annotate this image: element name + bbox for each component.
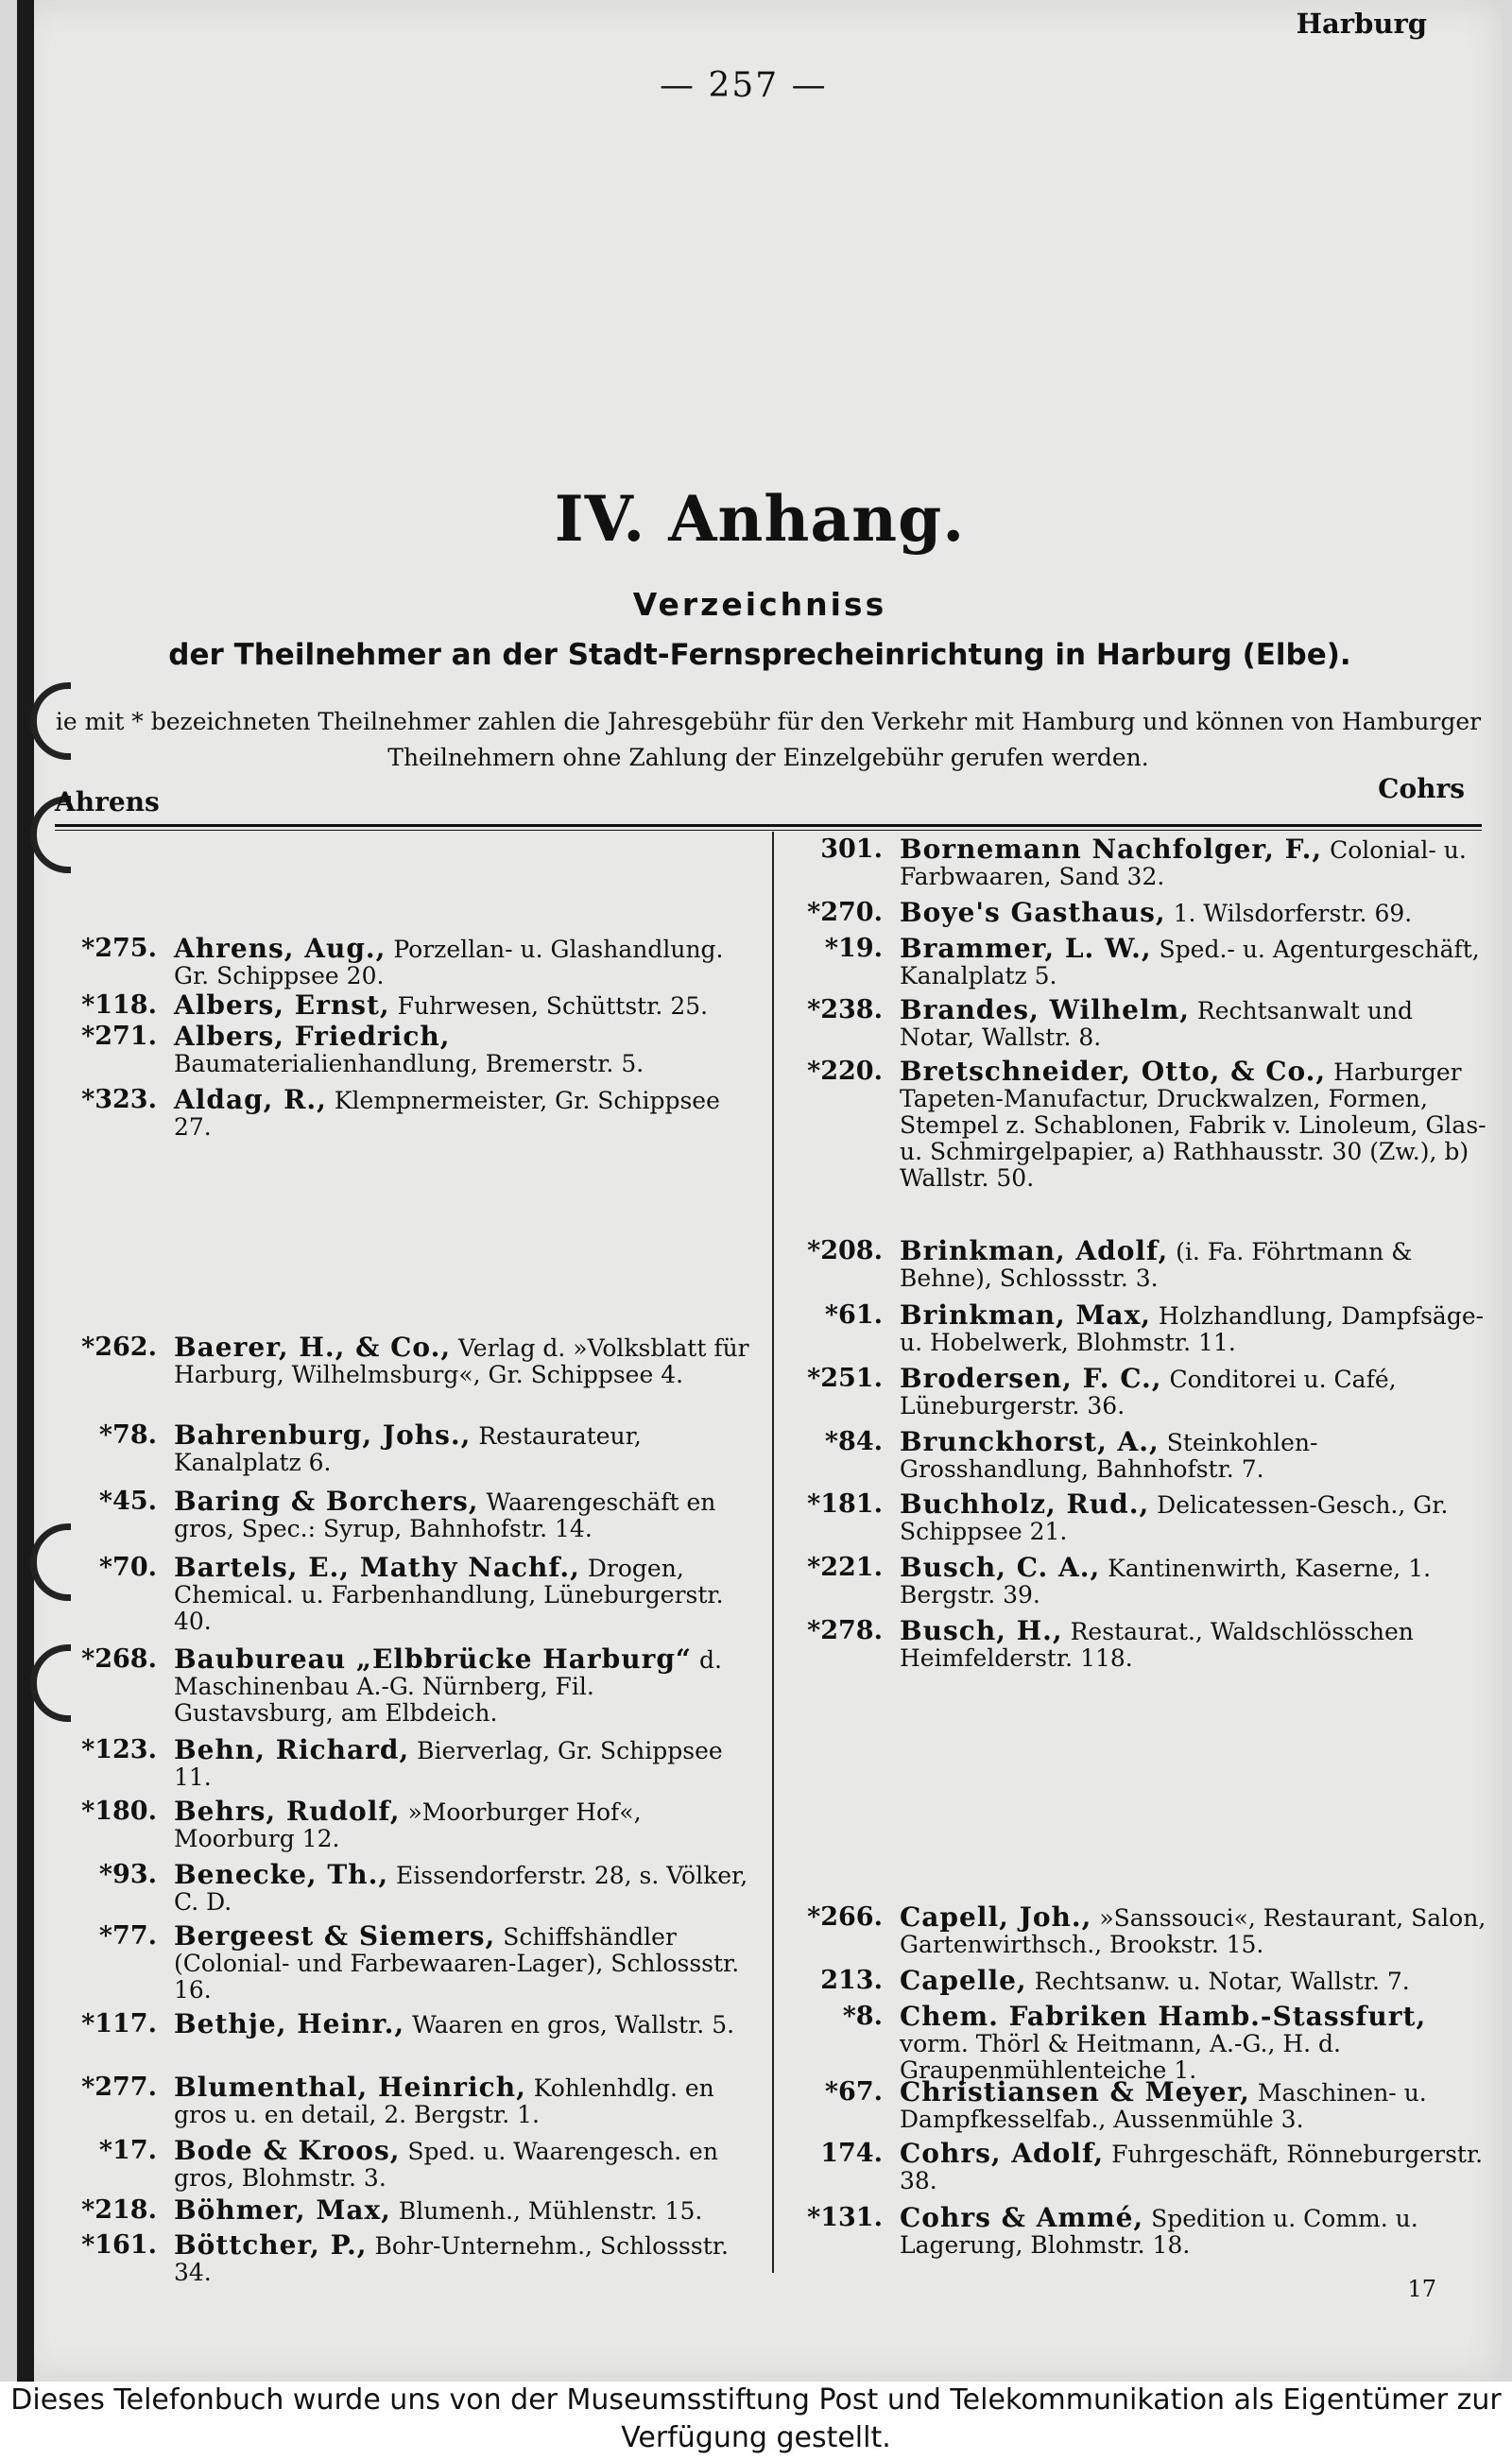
subscriber-details: Bohr-Unternehm., Schlossstr. 34. — [174, 2232, 729, 2286]
subscriber-number: *208. — [807, 1236, 883, 1265]
subscriber-name: Boye's Gasthaus, — [900, 897, 1166, 928]
subscriber-details: Sped.- u. Agenturgeschäft, Kanalplatz 5. — [900, 936, 1480, 989]
subscriber-number: *251. — [807, 1364, 883, 1393]
entry-text — [174, 989, 757, 1021]
directory-entry — [788, 2138, 1487, 2194]
subscriber-number: *270. — [807, 898, 883, 927]
directory-entry — [62, 1021, 757, 1077]
entry-text — [900, 1363, 1487, 1419]
subscriber-name: Baubureau „Elbbrücke Harburg“ — [174, 1643, 692, 1675]
subscriber-number: *180. — [81, 1797, 157, 1826]
fee-note: ie mit * bezeichneten Theilnehmer zahlen die Jahresgebühr für den Verkehr mit Hamburg und können von Hamburger Theilnehmern ohne Zahlung der Einzelgebühr gerufen werden. — [55, 708, 1482, 771]
subscriber-number: *268. — [81, 1644, 157, 1674]
entry-text — [900, 1235, 1487, 1292]
subscriber-details: »Sanssouci«, Restaurant, Salon, Gartenwirthsch., Brookstr. 15. — [900, 1904, 1486, 1958]
entry-text — [900, 1058, 1487, 1192]
subscriber-details: Restaurat., Waldschlösschen Heimfelderstr. 118. — [900, 1618, 1414, 1672]
entry-text — [900, 897, 1487, 928]
subscriber-details: »Moorburger Hof«, Moorburg 12. — [174, 1798, 642, 1852]
subscriber-number: *266. — [807, 1902, 883, 1932]
directory-entry — [62, 1643, 757, 1727]
subscriber-number: *78. — [98, 1420, 157, 1450]
subscriber-name: Bornemann Nachfolger, F., — [900, 834, 1323, 865]
entry-text — [900, 2202, 1487, 2259]
entry-text — [900, 1965, 1487, 1996]
subscriber-details: Waarengeschäft en gros, Spec.: Syrup, Bahnhofstr. 14. — [174, 1488, 716, 1542]
subscriber-details: Rechtsanw. u. Notar, Wallstr. 7. — [1026, 1968, 1410, 1995]
subscriber-details: Harburger Tapeten-Manufactur, Druckwalzen, Formen, Stempel z. Schablonen, Fabrik v. Linoleum, Glas- u. Schmirgelpapier, a) Rathhausstr. 30 (Zw.), b) Wallstr. 50. — [900, 1058, 1486, 1192]
entry-text — [174, 1552, 757, 1635]
subscriber-details: Sped. u. Waarengesch. en gros, Blohmstr. 3. — [174, 2138, 718, 2192]
section-description: der Theilnehmer an der Stadt-Fernsprecheinrichtung in Harburg (Elbe). — [168, 638, 1351, 672]
directory-entry — [62, 989, 757, 1021]
footer-credit: Dieses Telefonbuch wurde uns von der Museumsstiftung Post und Telekommunikation als Eigentümer zur Verfügung gestellt. — [0, 2382, 1512, 2460]
entry-text — [174, 1084, 757, 1141]
subscriber-number: *271. — [81, 1022, 157, 1051]
subscriber-name: Brodersen, F. C., — [900, 1363, 1162, 1394]
directory-entry — [788, 2076, 1487, 2133]
subscriber-details: Kohlenhdlg. en gros u. en detail, 2. Bergstr. 1. — [174, 2074, 714, 2128]
subscriber-details: (i. Fa. Föhrtmann & Behne), Schlossstr. 3. — [900, 1238, 1413, 1292]
subscriber-number: *93. — [98, 1860, 157, 1889]
subscriber-details: Klempnermeister, Gr. Schippsee 27. — [174, 1087, 720, 1141]
subscriber-name: Brammer, L. W., — [900, 933, 1152, 964]
entry-text — [900, 836, 1487, 890]
entry-text — [174, 1643, 757, 1727]
subscriber-name: Capelle, — [900, 1965, 1027, 1996]
subscriber-name: Busch, C. A., — [900, 1552, 1101, 1583]
subscriber-number: 301. — [820, 834, 883, 864]
subscriber-number: *61. — [824, 1300, 883, 1330]
entry-text — [174, 1419, 757, 1476]
subscriber-number: *262. — [81, 1333, 157, 1362]
directory-entry — [788, 1058, 1487, 1192]
subscriber-name: Busch, H., — [900, 1615, 1063, 1646]
subscriber-number: *67. — [824, 2077, 883, 2107]
directory-entry — [788, 994, 1487, 1051]
directory-entry — [788, 933, 1487, 989]
subscriber-details: Rechtsanwalt und Notar, Wallstr. 8. — [900, 997, 1414, 1051]
entry-text — [174, 933, 757, 989]
subscriber-details: Kantinenwirth, Kaserne, 1. Bergstr. 39. — [900, 1555, 1432, 1608]
directory-entry — [62, 2229, 757, 2286]
directory-entry — [788, 897, 1487, 928]
subscriber-number: *218. — [81, 2195, 157, 2225]
entry-text — [174, 1734, 757, 1791]
subscriber-number: *221. — [807, 1553, 883, 1582]
subscriber-number: *123. — [81, 1735, 157, 1764]
subscriber-number: *275. — [81, 934, 157, 963]
entry-text — [900, 2076, 1487, 2133]
subscriber-name: Buchholz, Rud., — [900, 1488, 1150, 1520]
subscriber-number: *181. — [807, 1489, 883, 1519]
subscriber-name: Bartels, E., Mathy Nachf., — [174, 1552, 580, 1583]
subscriber-number: *19. — [824, 934, 883, 963]
entry-text — [174, 2194, 757, 2226]
subscriber-number: 174. — [820, 2139, 883, 2168]
subscriber-details: Restaurateur, Kanalplatz 6. — [174, 1422, 642, 1476]
entry-text — [900, 1552, 1487, 1608]
subscriber-number: *117. — [81, 2009, 157, 2039]
subscriber-name: Chem. Fabriken Hamb.-Stassfurt, — [900, 2001, 1427, 2032]
subscriber-name: Böhmer, Max, — [174, 2194, 391, 2226]
subscriber-number: *161. — [81, 2230, 157, 2260]
directory-entry — [62, 2074, 757, 2128]
subscriber-name: Brinkman, Max, — [900, 1299, 1152, 1331]
subscriber-name: Brandes, Wilhelm, — [900, 994, 1190, 1025]
subscriber-details: Porzellan- u. Glashandlung. Gr. Schippsee 20. — [174, 936, 724, 989]
subscriber-number: *17. — [98, 2136, 157, 2165]
directory-entry — [62, 1419, 757, 1476]
header-rule — [55, 824, 1482, 831]
entry-text — [174, 2008, 757, 2039]
directory-entry — [62, 1084, 757, 1141]
directory-entry — [788, 1235, 1487, 1292]
entry-text — [174, 2229, 757, 2286]
subscriber-name: Brunckhorst, A., — [900, 1426, 1160, 1457]
subscriber-number: *45. — [98, 1487, 157, 1516]
subscriber-number: *278. — [807, 1616, 883, 1645]
subscriber-details: Drogen, Chemical. u. Farbenhandlung, Lüneburgerstr. 40. — [174, 1555, 724, 1635]
entry-text — [900, 1901, 1487, 1958]
entry-text — [900, 2001, 1487, 2084]
entry-text — [900, 2138, 1487, 2194]
directory-entry — [788, 2202, 1487, 2259]
subscriber-details: Baumaterialienhandlung, Bremerstr. 5. — [174, 1050, 644, 1077]
directory-entry — [788, 1901, 1487, 1958]
directory-entry — [788, 1299, 1487, 1356]
subscriber-name: Böttcher, P., — [174, 2229, 368, 2261]
subscriber-details: Spedition u. Comm. u. Lagerung, Blohmstr. 18. — [900, 2205, 1418, 2259]
subscriber-name: Albers, Ernst, — [174, 989, 390, 1021]
subscriber-name: Ahrens, Aug., — [174, 933, 387, 964]
subscriber-number: *118. — [81, 990, 157, 1020]
subscriber-name: Albers, Friedrich, — [174, 1021, 451, 1052]
subscriber-name: Christiansen & Meyer, — [900, 2076, 1250, 2107]
subscriber-name: Brinkman, Adolf, — [900, 1235, 1169, 1266]
subscriber-details: Bierverlag, Gr. Schippsee 11. — [174, 1737, 723, 1791]
subscriber-details: Verlag d. »Volksblatt für Harburg, Wilhelmsburg«, Gr. Schippsee 4. — [174, 1334, 749, 1388]
subscriber-name: Aldag, R., — [174, 1084, 327, 1115]
directory-entry — [62, 1334, 757, 1388]
guide-word-left: Ahrens — [55, 786, 160, 817]
directory-entry — [788, 836, 1487, 890]
entry-text — [174, 2074, 757, 2128]
directory-entry — [62, 1859, 757, 1916]
subscriber-name: Bretschneider, Otto, & Co., — [900, 1056, 1327, 1087]
entry-text — [900, 1615, 1487, 1672]
entry-text — [174, 2135, 757, 2192]
subscriber-number: *8. — [842, 2002, 883, 2031]
subscriber-name: Behrs, Rudolf, — [174, 1796, 401, 1827]
subscriber-number: *220. — [807, 1057, 883, 1086]
directory-entry — [788, 1488, 1487, 1545]
subscriber-details: 1. Wilsdorferstr. 69. — [1165, 900, 1413, 927]
directory-entry — [788, 1552, 1487, 1608]
subscriber-name: Bode & Kroos, — [174, 2135, 401, 2166]
directory-entry — [788, 1363, 1487, 1419]
section-subtitle: Verzeichniss — [632, 586, 887, 623]
directory-entry — [62, 1734, 757, 1791]
subscriber-name: Blumenthal, Heinrich, — [174, 2072, 526, 2103]
subscriber-details: Fuhrwesen, Schüttstr. 25. — [389, 992, 709, 1020]
subscriber-name: Benecke, Th., — [174, 1859, 389, 1890]
guide-word-right: Cohrs — [1378, 773, 1465, 804]
entry-text — [174, 1334, 757, 1388]
entry-text — [900, 1299, 1487, 1356]
directory-entry — [62, 2135, 757, 2192]
section-title: IV. Anhang. — [554, 482, 966, 556]
subscriber-number: *131. — [807, 2203, 883, 2232]
directory-entry — [788, 1426, 1487, 1483]
entry-text — [900, 933, 1487, 989]
entry-text — [900, 1488, 1487, 1545]
subscriber-number: *84. — [824, 1427, 883, 1456]
subscriber-number: 213. — [820, 1966, 883, 1995]
subscriber-details: Delicatessen-Gesch., Gr. Schippsee 21. — [900, 1491, 1449, 1545]
subscriber-details: Waaren en gros, Wallstr. 5. — [404, 2011, 735, 2039]
entry-text — [900, 1426, 1487, 1483]
subscriber-number: *277. — [81, 2073, 157, 2102]
page-binding-edge — [17, 0, 34, 2382]
directory-entry — [62, 933, 757, 989]
subscriber-name: Cohrs & Ammé, — [900, 2202, 1144, 2233]
directory-entry — [62, 1798, 757, 1852]
sheet-number: 17 — [1407, 2276, 1436, 2302]
directory-entry — [62, 1488, 757, 1542]
entry-text — [174, 1859, 757, 1916]
subscriber-details: Schiffshändler (Colonial- und Farbewaaren-Lager), Schlossstr. 16. — [174, 1923, 740, 2004]
subscriber-details: Eissendorferstr. 28, s. Völker, C. D. — [174, 1862, 748, 1916]
directory-entry — [62, 2194, 757, 2226]
subscriber-details: d. Maschinenbau A.-G. Nürnberg, Fil. Gustavsburg, am Elbdeich. — [174, 1646, 722, 1727]
subscriber-name: Baerer, H., & Co., — [174, 1332, 452, 1363]
entry-text — [900, 994, 1487, 1051]
directory-entry — [62, 1920, 757, 2004]
running-head: Harburg — [1296, 8, 1427, 40]
subscriber-number: *70. — [98, 1553, 157, 1582]
subscriber-details: vorm. Thörl & Heitmann, A.-G., H. d. Graupenmühlenteiche 1. — [900, 2030, 1342, 2084]
entry-text — [174, 1920, 757, 2004]
subscriber-number: *323. — [81, 1085, 157, 1114]
subscriber-details: Maschinen- u. Dampfkesselfab., Aussenmühle 3. — [900, 2079, 1427, 2133]
directory-entry — [62, 2008, 757, 2039]
subscriber-details: Steinkohlen-Grosshandlung, Bahnhofstr. 7. — [900, 1429, 1318, 1483]
subscriber-details: Colonial- u. Farbwaaren, Sand 32. — [900, 836, 1467, 890]
entry-text — [174, 1021, 757, 1077]
subscriber-details: Holzhandlung, Dampfsäge- u. Hobelwerk, Blohmstr. 11. — [900, 1302, 1485, 1356]
subscriber-details: Conditorei u. Café, Lüneburgerstr. 36. — [900, 1366, 1397, 1419]
subscriber-details: Blumenh., Mühlenstr. 15. — [390, 2197, 703, 2225]
subscriber-name: Bethje, Heinr., — [174, 2008, 405, 2039]
entry-text — [174, 1488, 757, 1542]
subscriber-number: *238. — [807, 995, 883, 1024]
column-divider — [772, 832, 774, 2273]
directory-entry — [62, 1552, 757, 1635]
page-number: — 257 — — [660, 66, 828, 105]
entry-text — [174, 1798, 757, 1852]
subscriber-number: *77. — [98, 1921, 157, 1951]
subscriber-name: Capell, Joh., — [900, 1901, 1092, 1933]
directory-entry — [788, 1615, 1487, 1672]
subscriber-name: Bahrenburg, Johs., — [174, 1419, 472, 1451]
directory-entry — [788, 2001, 1487, 2084]
directory-page — [17, 0, 1503, 2382]
subscriber-name: Cohrs, Adolf, — [900, 2138, 1105, 2169]
subscriber-name: Bergeest & Siemers, — [174, 1920, 496, 1952]
subscriber-name: Baring & Borchers, — [174, 1486, 479, 1517]
subscriber-name: Behn, Richard, — [174, 1734, 410, 1765]
subscriber-details: Fuhrgeschäft, Rönneburgerstr. 38. — [900, 2141, 1484, 2194]
directory-entry — [788, 1965, 1487, 1996]
